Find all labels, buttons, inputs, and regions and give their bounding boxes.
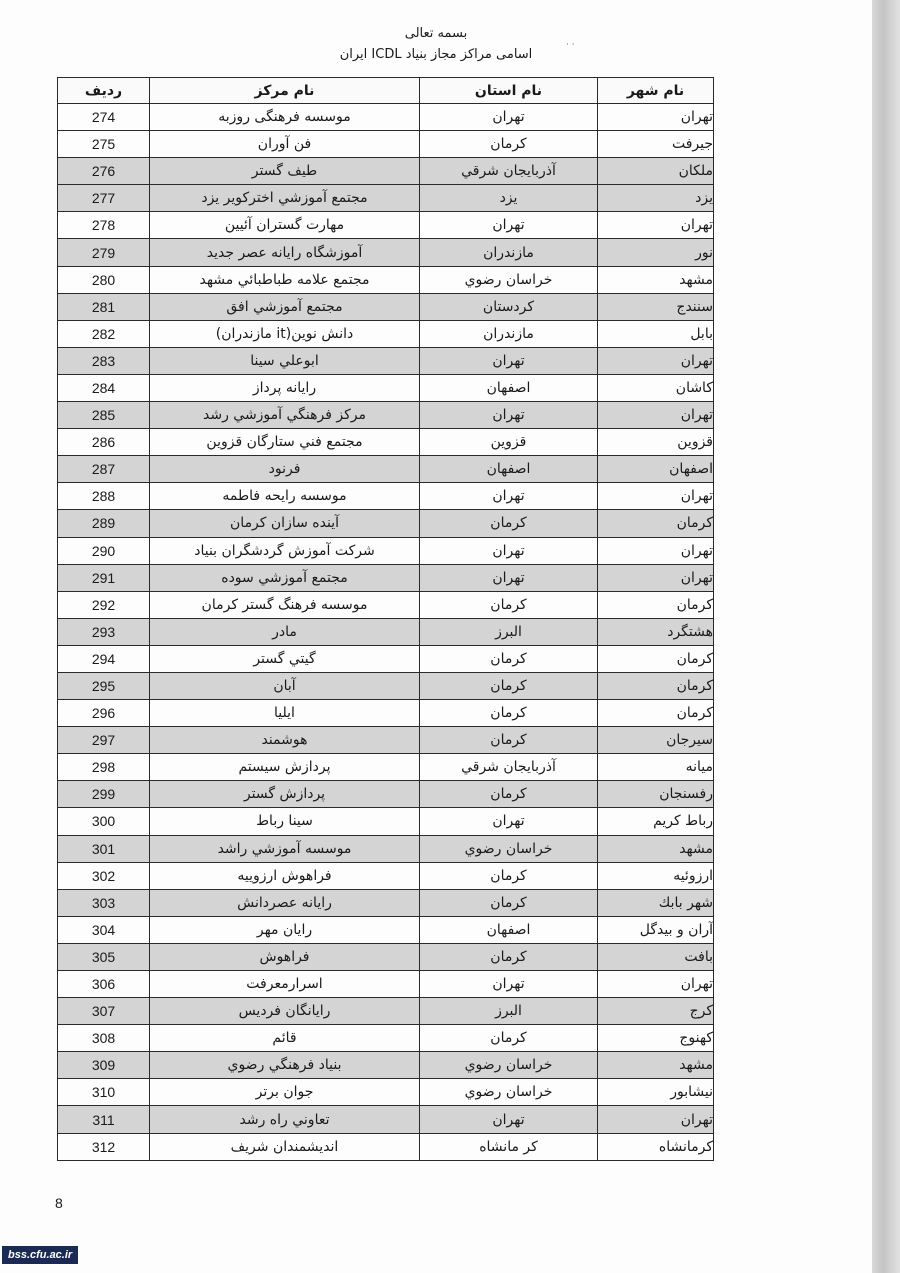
table-row [58,889,714,916]
cell-province: تهران [420,808,598,835]
cell-row-number: 277 [58,185,150,212]
cell-city: رفسنجان [598,781,714,808]
cell-row-number: 282 [58,320,150,347]
cell-center: مجتمع آموزشي سوده [150,564,420,591]
cell-city: نيشابور [598,1079,714,1106]
cell-province: كرمان [420,781,598,808]
cell-row-number: 303 [58,889,150,916]
doc-invocation: بسمه تعالی [404,26,468,41]
cell-city: تهران [598,483,714,510]
table-row [58,456,714,483]
cell-row-number: 298 [58,754,150,781]
cell-center: مركز فرهنگي آموزشي رشد [150,402,420,429]
table-row [58,239,714,266]
cell-row-number: 286 [58,429,150,456]
table-row [58,862,714,889]
cell-row-number: 301 [58,835,150,862]
cell-city: ارزوئيه [598,862,714,889]
cell-center: رايانه عصردانش [150,889,420,916]
cell-row-number: 280 [58,266,150,293]
cell-city: ميانه [598,754,714,781]
cell-city: مشهد [598,835,714,862]
cell-row-number: 308 [58,1025,150,1052]
cell-row-number: 290 [58,537,150,564]
cell-row-number: 289 [58,510,150,537]
table-row [58,645,714,672]
cell-center: فرنود [150,456,420,483]
cell-province: تهران [420,483,598,510]
cell-center: فراهوش ارزوييه [150,862,420,889]
cell-province: كرمان [420,862,598,889]
cell-row-number: 299 [58,781,150,808]
cell-row-number: 310 [58,1079,150,1106]
cell-city: مشهد [598,1052,714,1079]
cell-row-number: 311 [58,1106,150,1133]
cell-province: اصفهان [420,456,598,483]
cell-city: تهران [598,971,714,998]
table-row [58,998,714,1025]
cell-row-number: 285 [58,402,150,429]
cell-province: تهران [420,971,598,998]
header-city: نام شهر [598,78,714,104]
cell-province: آذربايجان شرقي [420,158,598,185]
cell-row-number: 292 [58,591,150,618]
table-header-row [58,78,714,104]
cell-province: كردستان [420,293,598,320]
cell-center: فراهوش [150,943,420,970]
cell-province: تهران [420,564,598,591]
table-row [58,754,714,781]
cell-center: مجتمع فني ستارگان قزوين [150,429,420,456]
cell-row-number: 276 [58,158,150,185]
cell-province: البرز [420,618,598,645]
cell-city: يزد [598,185,714,212]
cell-center: مجتمع آموزشي اخترکوير يزد [150,185,420,212]
header-row: ردیف [58,78,150,104]
cell-center: آموزشگاه رايانه عصر جديد [150,239,420,266]
page-number: 8 [55,1195,63,1211]
table-row [58,564,714,591]
cell-province: مازندران [420,239,598,266]
cell-province: خراسان رضوي [420,1052,598,1079]
cell-province: تهران [420,347,598,374]
doc-title: اسامی مراکز مجاز بنیاد ICDL ایران [339,47,533,62]
cell-city: قزوين [598,429,714,456]
cell-city: تهران [598,212,714,239]
cell-province: كرمان [420,672,598,699]
cell-province: تهران [420,537,598,564]
table-row [58,1106,714,1133]
table-row [58,266,714,293]
cell-province: آذربايجان شرقي [420,754,598,781]
cell-row-number: 304 [58,916,150,943]
table-row [58,943,714,970]
table-row [58,1133,714,1160]
cell-row-number: 312 [58,1133,150,1160]
cell-row-number: 288 [58,483,150,510]
cell-city: كرج [598,998,714,1025]
cell-row-number: 275 [58,131,150,158]
table-row [58,293,714,320]
cell-row-number: 291 [58,564,150,591]
cell-province: تهران [420,402,598,429]
cell-center: رايانگان فرديس [150,998,420,1025]
cell-row-number: 279 [58,239,150,266]
cell-center: پردازش سيستم [150,754,420,781]
cell-province: كرمان [420,700,598,727]
table-row [58,483,714,510]
cell-center: موسسه آموزشي راشد [150,835,420,862]
table-row [58,808,714,835]
cell-row-number: 306 [58,971,150,998]
table-row [58,347,714,374]
cell-row-number: 274 [58,104,150,131]
cell-center: ايليا [150,700,420,727]
table-row [58,104,714,131]
cell-center: گيتي گستر [150,645,420,672]
cell-city: تهران [598,347,714,374]
cell-center: دانش نوين(it مازندران) [150,320,420,347]
cell-center: هوشمند [150,727,420,754]
scan-edge [872,0,900,1273]
cell-province: قزوين [420,429,598,456]
cell-city: ملكان [598,158,714,185]
cell-center: قائم [150,1025,420,1052]
table-row [58,835,714,862]
cell-center: آبان [150,672,420,699]
cell-province: يزد [420,185,598,212]
cell-city: كرمان [598,645,714,672]
cell-row-number: 302 [58,862,150,889]
cell-center: موسسه فرهنگی روزبه [150,104,420,131]
cell-center: انديشمندان شريف [150,1133,420,1160]
cell-center: طيف گستر [150,158,420,185]
cell-city: تهران [598,564,714,591]
table-row [58,374,714,401]
cell-province: البرز [420,998,598,1025]
cell-province: اصفهان [420,374,598,401]
table-row [58,1025,714,1052]
cell-city: كرمانشاه [598,1133,714,1160]
cell-city: تهران [598,402,714,429]
table-row [58,402,714,429]
table-row [58,429,714,456]
cell-row-number: 307 [58,998,150,1025]
cell-city: نور [598,239,714,266]
cell-center: جوان برتر [150,1079,420,1106]
cell-row-number: 295 [58,672,150,699]
cell-center: آينده سازان كرمان [150,510,420,537]
cell-row-number: 283 [58,347,150,374]
cell-city: كرمان [598,672,714,699]
cell-row-number: 278 [58,212,150,239]
table-row [58,320,714,347]
scan-speck: · · [566,40,575,50]
table-row [58,672,714,699]
table-row [58,1052,714,1079]
table-row [58,727,714,754]
cell-city: بافت [598,943,714,970]
cell-center: بنياد فرهنگي رضوي [150,1052,420,1079]
cell-province: كرمان [420,510,598,537]
cell-center: موسسه فرهنگ گستر كرمان [150,591,420,618]
cell-province: مازندران [420,320,598,347]
cell-row-number: 300 [58,808,150,835]
table-row [58,591,714,618]
cell-city: رباط كريم [598,808,714,835]
table-row [58,916,714,943]
centers-table [57,77,714,1161]
cell-center: تعاوني راه رشد [150,1106,420,1133]
table-row [58,700,714,727]
table-row [58,1079,714,1106]
cell-province: اصفهان [420,916,598,943]
cell-row-number: 305 [58,943,150,970]
site-watermark: bss.cfu.ac.ir [2,1246,78,1264]
cell-province: كرمان [420,889,598,916]
cell-province: كر مانشاه [420,1133,598,1160]
cell-city: اصفهان [598,456,714,483]
cell-center: مجتمع آموزشي افق [150,293,420,320]
table-row [58,212,714,239]
table-row [58,618,714,645]
cell-city: جيرفت [598,131,714,158]
cell-city: كرمان [598,510,714,537]
cell-province: خراسان رضوي [420,1079,598,1106]
table-row [58,131,714,158]
cell-city: سنندج [598,293,714,320]
cell-province: كرمان [420,1025,598,1052]
cell-center: اسرارمعرفت [150,971,420,998]
cell-center: ابوعلي سينا [150,347,420,374]
cell-province: كرمان [420,645,598,672]
cell-row-number: 281 [58,293,150,320]
cell-row-number: 294 [58,645,150,672]
cell-province: كرمان [420,727,598,754]
table-row [58,971,714,998]
cell-row-number: 309 [58,1052,150,1079]
cell-city: تهران [598,1106,714,1133]
cell-center: موسسه رايحه فاطمه [150,483,420,510]
cell-city: مشهد [598,266,714,293]
cell-city: كرمان [598,700,714,727]
cell-province: كرمان [420,591,598,618]
cell-city: كرمان [598,591,714,618]
header-province: نام استان [420,78,598,104]
cell-row-number: 284 [58,374,150,401]
table-body [58,104,714,1161]
cell-province: تهران [420,212,598,239]
cell-center: مادر [150,618,420,645]
cell-center: رايانه پرداز [150,374,420,401]
cell-center: رايان مهر [150,916,420,943]
cell-city: سيرجان [598,727,714,754]
cell-province: تهران [420,1106,598,1133]
table-row [58,781,714,808]
table-row [58,158,714,185]
cell-city: هشتگرد [598,618,714,645]
cell-center: فن آوران [150,131,420,158]
cell-center: پردازش گستر [150,781,420,808]
cell-city: كاشان [598,374,714,401]
cell-city: بابل [598,320,714,347]
cell-city: آران و بيدگل [598,916,714,943]
cell-center: سينا رباط [150,808,420,835]
cell-city: كهنوج [598,1025,714,1052]
cell-center: شركت آموزش گردشگران بنياد [150,537,420,564]
cell-city: تهران [598,537,714,564]
table-row [58,510,714,537]
cell-row-number: 293 [58,618,150,645]
cell-center: مجتمع علامه طباطبائي مشهد [150,266,420,293]
cell-row-number: 297 [58,727,150,754]
cell-province: خراسان رضوي [420,266,598,293]
table-row [58,185,714,212]
cell-city: شهر بابك [598,889,714,916]
cell-province: تهران [420,104,598,131]
table-row [58,537,714,564]
cell-city: تهران [598,104,714,131]
cell-province: كرمان [420,131,598,158]
cell-province: خراسان رضوي [420,835,598,862]
cell-province: كرمان [420,943,598,970]
header-center: نام مرکز [150,78,420,104]
cell-row-number: 296 [58,700,150,727]
cell-row-number: 287 [58,456,150,483]
cell-center: مهارت گستران آئيين [150,212,420,239]
